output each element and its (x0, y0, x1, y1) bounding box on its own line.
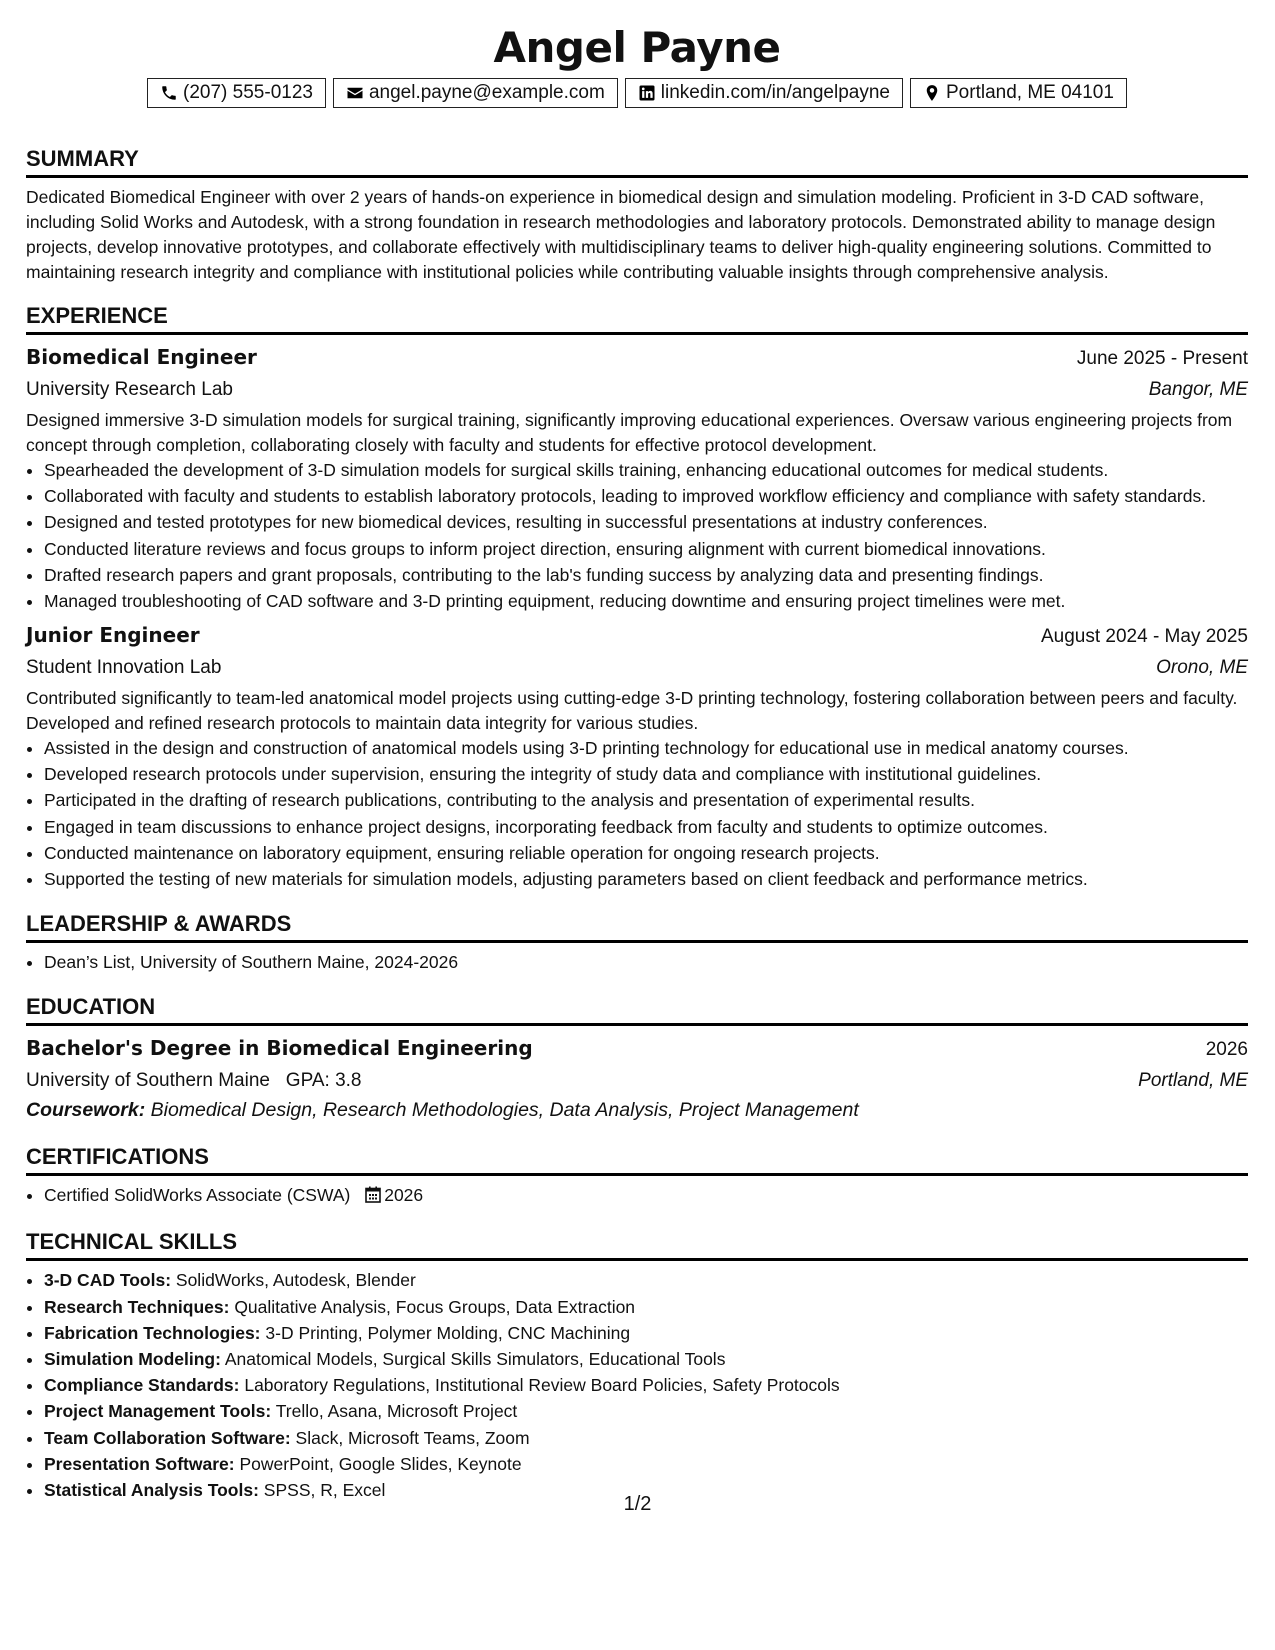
section-title-summary: SUMMARY (26, 146, 139, 171)
candidate-name: Angel Payne (493, 23, 781, 72)
map-pin-icon (923, 84, 941, 102)
skills-section (26, 1211, 1248, 1503)
skill-label: Presentation Software: (44, 1453, 235, 1474)
section-title-skills: TECHNICAL SKILLS (26, 1229, 238, 1255)
section-divider (26, 175, 1248, 178)
job-entry (26, 342, 1248, 614)
skill-value: Qualitative Analysis, Focus Groups, Data Extraction (234, 1296, 636, 1317)
calendar-icon (365, 1185, 381, 1210)
contact-linkedin[interactable] (625, 78, 903, 108)
section-title-certifications: CERTIFICATIONS (26, 1144, 209, 1170)
education-section (26, 976, 1248, 1124)
skills-list (26, 1268, 1248, 1503)
location-text: Portland, ME 04101 (946, 82, 1114, 103)
section-title-leadership: LEADERSHIP & AWARDS (26, 911, 292, 937)
phone-text: (207) 555-0123 (183, 82, 313, 103)
list-item: • Supported the testing of new materials for simulation models, adjusting parameters based on client feedback and performance metrics. (44, 867, 1248, 892)
envelope-icon (346, 84, 364, 102)
certification-year: 2026 (384, 1185, 424, 1206)
skill-value: Anatomical Models, Surgical Skills Simulators, Educational Tools (224, 1349, 726, 1369)
list-item (44, 1347, 1248, 1372)
skill-value: SPSS, R, Excel (263, 1479, 386, 1500)
job-location: Orono, ME (1156, 656, 1248, 678)
list-item: • Spearheaded the development of 3-D simulation models for surgical skills training, enhancing educational outcomes for medical students. (44, 458, 1248, 483)
list-item (44, 1452, 1248, 1477)
summary-section (26, 108, 1248, 285)
graduation-year: 2026 (1205, 1039, 1248, 1061)
coursework (26, 1096, 1248, 1124)
section-divider (26, 1173, 1248, 1176)
contact-email[interactable] (333, 78, 618, 108)
job-dates: August 2024 - May 2025 (1040, 625, 1248, 647)
job-organization: Student Innovation Lab (26, 656, 222, 678)
contact-phone[interactable] (147, 78, 326, 108)
phone-icon (160, 84, 178, 102)
list-item: • Conducted literature reviews and focus groups to inform project direction, ensuring alignment with current biomedical innovations. (44, 537, 1248, 562)
list-item (44, 1426, 1248, 1451)
job-entry (26, 620, 1248, 892)
skill-label: 3-D CAD Tools: (44, 1270, 172, 1291)
leadership-section (26, 893, 1248, 975)
job-location: Bangor, ME (1148, 379, 1248, 400)
list-item (44, 1183, 1248, 1210)
list-item: • Managed troubleshooting of CAD software and 3-D printing equipment, reducing downtime and ensuring project timelines were met. (44, 589, 1248, 614)
section-title-experience: EXPERIENCE (26, 303, 168, 328)
certification-name: Certified SolidWorks Associate (CSWA) (44, 1185, 351, 1206)
skill-value: PowerPoint, Google Slides, Keynote (239, 1453, 522, 1474)
list-item: • Developed research protocols under supervision, ensuring the integrity of study data and compliance with institutional guidelines. (44, 762, 1248, 787)
skill-value: SolidWorks, Autodesk, Blender (175, 1270, 416, 1291)
job-description: Designed immersive 3-D simulation models for surgical training, significantly improving educational experiences. Oversaw various engineering projects from concept through completion, collaborating closely with faculty and students for effective protocol development. (26, 410, 1233, 455)
skill-label: Fabrication Technologies: (44, 1322, 261, 1343)
section-divider (26, 332, 1248, 335)
certification-list (26, 1183, 1248, 1210)
award-list (26, 950, 1248, 975)
skill-label: Project Management Tools: (44, 1401, 272, 1422)
list-item: • Conducted maintenance on laboratory equipment, ensuring reliable operation for ongoing research projects. (44, 841, 1248, 866)
job-description: Contributed significantly to team-led anatomical model projects using cutting-edge 3-D printing technology, fostering collaboration between peers and faculty. Developed and refined research protocols to maintain data integrity for various studies. (26, 687, 1238, 733)
skill-label: Compliance Standards: (44, 1375, 240, 1396)
experience-section (26, 285, 1248, 892)
list-item: • Collaborated with faculty and students to establish laboratory protocols, leading to improved workflow efficiency and compliance with safety standards. (44, 484, 1248, 509)
linkedin-icon (638, 84, 656, 102)
job-dates: June 2025 - Present (1076, 348, 1248, 369)
linkedin-text: linkedin.com/in/angelpayne (660, 82, 890, 103)
school-location: Portland, ME (1138, 1070, 1248, 1092)
skill-label: Research Techniques: (44, 1296, 230, 1317)
list-item (44, 1321, 1248, 1346)
certifications-section (26, 1124, 1248, 1210)
resume-page (26, 20, 1248, 1504)
job-title: Junior Engineer (26, 622, 200, 647)
school-name: University of Southern Maine (26, 1070, 270, 1092)
list-item: • Drafted research papers and grant proposals, contributing to the lab's funding success by analyzing data and presenting findings. (44, 563, 1248, 588)
job-organization: University Research Lab (26, 379, 233, 400)
email-text: angel.payne@example.com (368, 82, 605, 103)
skill-value: Trello, Asana, Microsoft Project (275, 1401, 518, 1422)
job-bullets (26, 736, 1248, 892)
section-divider (26, 1258, 1248, 1261)
coursework-label: Coursework: (26, 1099, 146, 1122)
coursework-list: Biomedical Design, Research Methodologies, Data Analysis, Project Management (150, 1099, 859, 1122)
list-item: • Participated in the drafting of research publications, contributing to the analysis and presentation of experimental results. (44, 788, 1248, 813)
list-item: • Dean’s List, University of Southern Maine, 2024-2026 (44, 950, 1248, 975)
list-item (44, 1399, 1248, 1424)
section-divider (26, 1023, 1248, 1026)
contact-bar (26, 78, 1248, 108)
list-item: • Assisted in the design and construction of anatomical models using 3-D printing technology for educational use in medical anatomy courses. (44, 736, 1248, 761)
skill-label: Simulation Modeling: (44, 1349, 221, 1369)
gpa: GPA: 3.8 (285, 1070, 362, 1092)
section-title-education: EDUCATION (26, 994, 156, 1020)
list-item (44, 1268, 1248, 1293)
skill-label: Team Collaboration Software: (44, 1427, 291, 1448)
skill-value: 3-D Printing, Polymer Molding, CNC Machining (265, 1322, 631, 1343)
contact-location (910, 78, 1127, 108)
job-bullets (26, 458, 1248, 614)
list-item (44, 1295, 1248, 1320)
job-title: Biomedical Engineer (26, 345, 257, 369)
list-item (44, 1373, 1248, 1398)
page-number: 1/2 (623, 1493, 652, 1515)
section-divider (26, 940, 1248, 943)
skill-value: Laboratory Regulations, Institutional Review Board Policies, Safety Protocols (244, 1375, 840, 1396)
skill-value: Slack, Microsoft Teams, Zoom (295, 1427, 530, 1448)
skill-label: Statistical Analysis Tools: (44, 1479, 259, 1500)
list-item: • Engaged in team discussions to enhance project designs, incorporating feedback from faculty and students to optimize outcomes. (44, 815, 1248, 840)
degree-title: Bachelor's Degree in Biomedical Engineering (26, 1036, 533, 1061)
summary-text: Dedicated Biomedical Engineer with over 2 years of hands-on experience in biomedical design and simulation modeling. Proficient in 3-D CAD software, including Solid Works and Autodesk, with a strong foundation in research methodologies and laboratory protocols. Demonstrated ability to manage design projects, develop innovative prototypes, and collaborate effectively with multidisciplinary teams to deliver high-quality engineering solutions. Committed to maintaining research integrity and compliance with institutional policies while contributing valuable insights through comprehensive analysis. (26, 187, 1216, 282)
list-item: • Designed and tested prototypes for new biomedical devices, resulting in successful presentations at industry conferences. (44, 510, 1248, 535)
